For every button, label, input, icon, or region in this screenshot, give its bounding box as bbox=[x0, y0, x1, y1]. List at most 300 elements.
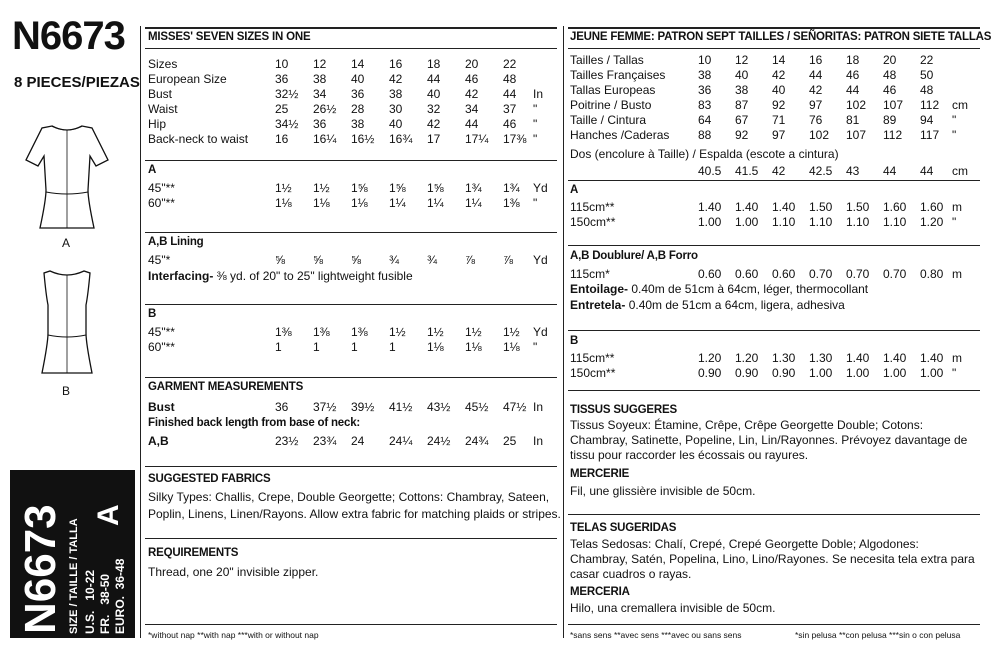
size-box-label: SIZE / TAILLE / TALLA bbox=[68, 518, 80, 634]
value-cell: 38 bbox=[698, 67, 712, 82]
value-cell: 43½ bbox=[427, 399, 451, 414]
table-row bbox=[570, 199, 972, 214]
row-label: Back-neck to waist bbox=[148, 131, 249, 146]
value-cell: 44 bbox=[465, 116, 479, 131]
value-cell: 1 bbox=[351, 339, 358, 354]
row-label: A,B bbox=[148, 433, 169, 448]
value-cell: 42 bbox=[772, 67, 786, 82]
en-garment-title: GARMENT MEASUREMENTS bbox=[148, 381, 304, 393]
unit-cell: " bbox=[952, 112, 957, 127]
row-label: 45"* bbox=[148, 252, 171, 267]
value-cell: 16¼ bbox=[313, 131, 337, 146]
value-cell: 46 bbox=[883, 82, 897, 97]
value-cell: 97 bbox=[809, 97, 823, 112]
value-cell: 1⅛ bbox=[351, 195, 368, 210]
value-cell: 44 bbox=[846, 82, 860, 97]
value-cell: 28 bbox=[351, 101, 365, 116]
value-cell: 42 bbox=[772, 163, 786, 178]
value-cell: 40 bbox=[427, 86, 441, 101]
unit-cell: In bbox=[533, 433, 544, 448]
value-cell: 1½ bbox=[313, 180, 330, 195]
value-cell: 92 bbox=[772, 97, 786, 112]
value-cell: 1.00 bbox=[735, 214, 759, 229]
unit-cell: " bbox=[533, 131, 538, 146]
table-row bbox=[570, 52, 972, 67]
value-cell: 1 bbox=[389, 339, 396, 354]
value-cell: 39½ bbox=[351, 399, 375, 414]
value-cell: 1.10 bbox=[772, 214, 796, 229]
fr-b-table bbox=[570, 350, 972, 380]
value-cell: 117 bbox=[920, 127, 940, 142]
en-ab-table bbox=[148, 433, 553, 448]
table-row bbox=[148, 101, 553, 116]
value-cell: 25 bbox=[275, 101, 289, 116]
row-label: European Size bbox=[148, 71, 227, 86]
row-label: Hanches /Caderas bbox=[570, 127, 670, 142]
value-cell: 23¾ bbox=[313, 433, 337, 448]
value-cell: ⅝ bbox=[313, 252, 324, 267]
value-cell: 17⅜ bbox=[503, 131, 527, 146]
value-cell: 0.60 bbox=[772, 266, 796, 281]
table-row bbox=[148, 180, 553, 195]
value-cell: 46 bbox=[846, 67, 860, 82]
value-cell: 18 bbox=[846, 52, 860, 67]
value-cell: 1.00 bbox=[920, 365, 944, 380]
en-req-title: REQUIREMENTS bbox=[148, 547, 239, 559]
value-cell: 34 bbox=[313, 86, 327, 101]
value-cell: 1.40 bbox=[920, 350, 944, 365]
value-cell: 0.60 bbox=[735, 266, 759, 281]
value-cell: 20 bbox=[465, 56, 479, 71]
value-cell: 17¼ bbox=[465, 131, 489, 146]
value-cell: 24½ bbox=[427, 433, 451, 448]
value-cell: 1⅜ bbox=[313, 324, 330, 339]
value-cell: 18 bbox=[427, 56, 441, 71]
value-cell: 30 bbox=[389, 101, 403, 116]
row-label: 60"** bbox=[148, 339, 175, 354]
table-row bbox=[148, 433, 553, 448]
value-cell: 112 bbox=[920, 97, 940, 112]
table-row bbox=[148, 56, 553, 71]
row-label: Bust bbox=[148, 86, 173, 101]
size-box-euro: EURO. 36-48 bbox=[113, 558, 127, 634]
fr-a-table bbox=[570, 199, 972, 229]
view-a-illustration bbox=[22, 120, 112, 235]
en-lining-table bbox=[148, 252, 553, 267]
value-cell: 10 bbox=[698, 52, 712, 67]
unit-cell: In bbox=[533, 399, 544, 414]
value-cell: 0.90 bbox=[735, 365, 759, 380]
value-cell: 40.5 bbox=[698, 163, 722, 178]
unit-cell: Yd bbox=[533, 252, 548, 267]
value-cell: 112 bbox=[883, 127, 903, 142]
value-cell: 92 bbox=[735, 127, 749, 142]
fr-dos-label: Dos (encolure à Taille) / Espalda (escote a cintura) bbox=[570, 147, 839, 161]
value-cell: 36 bbox=[313, 116, 327, 131]
fr-footnote: *sans sens **avec sens ***avec ou sans sens bbox=[570, 630, 742, 640]
table-row bbox=[570, 127, 972, 142]
value-cell: 44 bbox=[427, 71, 441, 86]
value-cell: 16 bbox=[389, 56, 403, 71]
value-cell: 16 bbox=[809, 52, 823, 67]
size-box-code: N6673 bbox=[16, 504, 65, 634]
value-cell: 1.50 bbox=[809, 199, 833, 214]
value-cell: 102 bbox=[809, 127, 830, 142]
value-cell: 1.20 bbox=[735, 350, 759, 365]
value-cell: 1¼ bbox=[389, 195, 406, 210]
value-cell: 38 bbox=[735, 82, 749, 97]
view-b-illustration bbox=[26, 265, 108, 380]
value-cell: 1.00 bbox=[809, 365, 833, 380]
unit-cell bbox=[952, 52, 972, 67]
row-label: Sizes bbox=[148, 56, 178, 71]
value-cell: 42 bbox=[389, 71, 403, 86]
value-cell: 88 bbox=[698, 127, 712, 142]
table-row bbox=[570, 266, 972, 281]
value-cell: ⅝ bbox=[275, 252, 286, 267]
table-row bbox=[148, 252, 553, 267]
value-cell: 34 bbox=[465, 101, 479, 116]
value-cell: 23½ bbox=[275, 433, 299, 448]
value-cell: 22 bbox=[503, 56, 517, 71]
en-b-title: B bbox=[148, 308, 157, 320]
value-cell: 1.40 bbox=[698, 199, 722, 214]
value-cell: 1.00 bbox=[883, 365, 907, 380]
row-label: Bust bbox=[148, 399, 175, 414]
unit-cell bbox=[533, 71, 553, 86]
en-lining-title: A,B Lining bbox=[148, 236, 204, 248]
value-cell: 47½ bbox=[503, 399, 527, 414]
row-label: 45"** bbox=[148, 180, 175, 195]
unit-cell: Yd bbox=[533, 324, 548, 339]
table-row bbox=[148, 86, 553, 101]
en-title: MISSES' SEVEN SIZES IN ONE bbox=[148, 31, 311, 43]
unit-cell: Yd bbox=[533, 180, 548, 195]
value-cell: 45½ bbox=[465, 399, 489, 414]
value-cell: 1⅜ bbox=[351, 324, 368, 339]
value-cell: 44 bbox=[809, 67, 823, 82]
value-cell: 32½ bbox=[275, 86, 299, 101]
row-label: Tallas Europeas bbox=[570, 82, 656, 97]
row-label: Tailles / Tallas bbox=[570, 52, 644, 67]
value-cell: 38 bbox=[351, 116, 365, 131]
en-size-table bbox=[148, 56, 553, 146]
en-a-table bbox=[148, 180, 553, 210]
row-label: 45"** bbox=[148, 324, 175, 339]
value-cell: 1⅛ bbox=[275, 195, 292, 210]
value-cell: 0.90 bbox=[698, 365, 722, 380]
value-cell: 1⅝ bbox=[427, 180, 444, 195]
unit-cell: " bbox=[533, 101, 538, 116]
value-cell: 1½ bbox=[465, 324, 482, 339]
fr-b-title: B bbox=[570, 335, 579, 347]
value-cell: 1.40 bbox=[735, 199, 759, 214]
table-row bbox=[570, 163, 972, 178]
value-cell: 0.70 bbox=[883, 266, 907, 281]
value-cell: ⅞ bbox=[503, 252, 514, 267]
value-cell: 12 bbox=[313, 56, 327, 71]
value-cell: ⅝ bbox=[351, 252, 362, 267]
table-row bbox=[148, 116, 553, 131]
unit-cell: " bbox=[533, 116, 538, 131]
value-cell: 1.10 bbox=[883, 214, 907, 229]
value-cell: 81 bbox=[846, 112, 860, 127]
unit-cell: " bbox=[952, 214, 957, 229]
value-cell: 44 bbox=[920, 163, 934, 178]
value-cell: 42 bbox=[809, 82, 823, 97]
value-cell: 43 bbox=[846, 163, 860, 178]
value-cell: 44 bbox=[503, 86, 517, 101]
value-cell: 1½ bbox=[503, 324, 520, 339]
size-box-view: A bbox=[92, 504, 125, 526]
value-cell: 42 bbox=[427, 116, 441, 131]
value-cell: 1½ bbox=[389, 324, 406, 339]
value-cell: 40 bbox=[772, 82, 786, 97]
en-footnote: *without nap **with nap ***with or without nap bbox=[148, 630, 319, 640]
fr-a-title: A bbox=[570, 184, 579, 196]
value-cell: ¾ bbox=[389, 252, 400, 267]
row-label: 60"** bbox=[148, 195, 175, 210]
fr-mercerie-title: MERCERIE bbox=[570, 468, 630, 480]
size-box bbox=[10, 470, 135, 638]
unit-cell: m bbox=[952, 266, 962, 281]
value-cell: 1 bbox=[313, 339, 320, 354]
size-box-us: U.S. 10-22 bbox=[83, 569, 97, 634]
row-label: Hip bbox=[148, 116, 167, 131]
fr-tissus-title: TISSUS SUGGERES bbox=[570, 404, 677, 416]
value-cell: 0.90 bbox=[772, 365, 796, 380]
table-row bbox=[570, 350, 972, 365]
table-row bbox=[570, 112, 972, 127]
table-row bbox=[148, 195, 553, 210]
value-cell: 1¾ bbox=[465, 180, 482, 195]
value-cell: ⅞ bbox=[465, 252, 476, 267]
en-a-title: A bbox=[148, 164, 157, 176]
unit-cell: " bbox=[533, 339, 538, 354]
value-cell: 16¾ bbox=[389, 131, 413, 146]
unit-cell: " bbox=[952, 365, 957, 380]
value-cell: 36 bbox=[698, 82, 712, 97]
value-cell: 41½ bbox=[389, 399, 413, 414]
value-cell: 89 bbox=[883, 112, 897, 127]
value-cell: 34½ bbox=[275, 116, 299, 131]
table-row bbox=[148, 131, 553, 146]
value-cell: 44 bbox=[883, 163, 897, 178]
unit-cell: " bbox=[952, 127, 957, 142]
value-cell: 48 bbox=[920, 82, 934, 97]
fr-telas-title: TELAS SUGERIDAS bbox=[570, 522, 677, 534]
value-cell: 1⅝ bbox=[389, 180, 406, 195]
value-cell: 1⅛ bbox=[427, 339, 444, 354]
table-row bbox=[570, 97, 972, 112]
value-cell: 64 bbox=[698, 112, 712, 127]
value-cell: 1.50 bbox=[846, 199, 870, 214]
value-cell: 1.20 bbox=[920, 214, 944, 229]
unit-cell bbox=[533, 56, 553, 71]
value-cell: 24 bbox=[351, 433, 365, 448]
fr-lining-title: A,B Doublure/ A,B Forro bbox=[570, 250, 698, 262]
value-cell: 24¼ bbox=[389, 433, 413, 448]
table-row bbox=[148, 324, 553, 339]
value-cell: 1⅛ bbox=[503, 339, 520, 354]
value-cell: 40 bbox=[351, 71, 365, 86]
value-cell: ¾ bbox=[427, 252, 438, 267]
en-fabrics-title: SUGGESTED FABRICS bbox=[148, 473, 271, 485]
value-cell: 1.60 bbox=[883, 199, 907, 214]
fr-merceria-title: MERCERIA bbox=[570, 586, 630, 598]
value-cell: 1¼ bbox=[427, 195, 444, 210]
en-interfacing: Interfacing- ⅜ yd. of 20" to 25" lightweight fusible bbox=[148, 269, 413, 283]
value-cell: 1.10 bbox=[809, 214, 833, 229]
pattern-code: N6673 bbox=[12, 14, 125, 58]
pieces-count: 8 PIECES/PIEZAS bbox=[14, 74, 140, 91]
view-a-label: A bbox=[62, 236, 71, 250]
unit-cell: In bbox=[533, 86, 544, 101]
row-label: Waist bbox=[148, 101, 178, 116]
value-cell: 1⅝ bbox=[351, 180, 368, 195]
unit-cell bbox=[952, 82, 972, 97]
value-cell: 1.20 bbox=[698, 350, 722, 365]
fr-lining-table bbox=[570, 266, 972, 281]
table-row bbox=[148, 399, 553, 414]
en-bust-table bbox=[148, 399, 553, 414]
fr-entretela: Entretela- 0.40m de 51cm a 64cm, ligera, adhesiva bbox=[570, 298, 845, 312]
value-cell: 22 bbox=[920, 52, 934, 67]
fr-merceria-text: Hilo, una cremallera invisible de 50cm. bbox=[570, 601, 776, 615]
row-label: Taille / Cintura bbox=[570, 112, 647, 127]
value-cell: 32 bbox=[427, 101, 441, 116]
value-cell: 87 bbox=[735, 97, 749, 112]
fr-entoilage: Entoilage- 0.40m de 51cm à 64cm, léger, thermocollant bbox=[570, 282, 869, 296]
value-cell: 0.60 bbox=[698, 266, 722, 281]
value-cell: 0.70 bbox=[846, 266, 870, 281]
value-cell: 1.40 bbox=[772, 199, 796, 214]
value-cell: 107 bbox=[883, 97, 904, 112]
unit-cell: m bbox=[952, 350, 962, 365]
value-cell: 42.5 bbox=[809, 163, 833, 178]
row-label: 115cm** bbox=[570, 350, 615, 365]
unit-cell: cm bbox=[952, 97, 968, 112]
value-cell: 1.30 bbox=[772, 350, 796, 365]
fr-title: JEUNE FEMME: PATRON SEPT TAILLES / SEÑORITAS: PATRON SIETE TALLAS bbox=[570, 31, 992, 43]
row-label: 115cm** bbox=[570, 199, 615, 214]
table-row bbox=[148, 71, 553, 86]
value-cell: 36 bbox=[275, 71, 289, 86]
value-cell: 12 bbox=[735, 52, 749, 67]
value-cell: 50 bbox=[920, 67, 934, 82]
value-cell: 40 bbox=[735, 67, 749, 82]
value-cell: 1.40 bbox=[846, 350, 870, 365]
value-cell: 42 bbox=[465, 86, 479, 101]
value-cell: 36 bbox=[275, 399, 289, 414]
value-cell: 1¼ bbox=[465, 195, 482, 210]
value-cell: 24¾ bbox=[465, 433, 489, 448]
value-cell: 10 bbox=[275, 56, 289, 71]
value-cell: 1.60 bbox=[920, 199, 944, 214]
value-cell: 25 bbox=[503, 433, 517, 448]
value-cell: 1⅛ bbox=[313, 195, 330, 210]
value-cell: 20 bbox=[883, 52, 897, 67]
value-cell: 37½ bbox=[313, 399, 337, 414]
row-label: 150cm** bbox=[570, 214, 616, 229]
fr-size-table bbox=[570, 52, 972, 142]
en-req-text: Thread, one 20" invisible zipper. bbox=[148, 565, 319, 579]
value-cell: 17 bbox=[427, 131, 441, 146]
value-cell: 1.30 bbox=[809, 350, 833, 365]
unit-cell: " bbox=[533, 195, 538, 210]
value-cell: 46 bbox=[465, 71, 479, 86]
value-cell: 46 bbox=[503, 116, 517, 131]
unit-cell bbox=[952, 67, 972, 82]
view-b-label: B bbox=[62, 384, 71, 398]
value-cell: 1.40 bbox=[883, 350, 907, 365]
en-b-table bbox=[148, 324, 553, 354]
value-cell: 38 bbox=[313, 71, 327, 86]
value-cell: 1½ bbox=[427, 324, 444, 339]
row-label: 115cm* bbox=[570, 266, 610, 281]
value-cell: 1.00 bbox=[698, 214, 722, 229]
es-footnote: *sin pelusa **con pelusa ***sin o con pelusa bbox=[795, 630, 961, 640]
table-row bbox=[570, 67, 972, 82]
table-row bbox=[570, 365, 972, 380]
value-cell: 16½ bbox=[351, 131, 375, 146]
value-cell: 1⅛ bbox=[465, 339, 482, 354]
value-cell: 37 bbox=[503, 101, 517, 116]
table-row bbox=[570, 82, 972, 97]
table-row bbox=[148, 339, 553, 354]
fr-mercerie-text: Fil, une glissière invisible de 50cm. bbox=[570, 484, 756, 498]
value-cell: 1 bbox=[275, 339, 282, 354]
value-cell: 48 bbox=[503, 71, 517, 86]
value-cell: 71 bbox=[772, 112, 786, 127]
value-cell: 67 bbox=[735, 112, 749, 127]
value-cell: 41.5 bbox=[735, 163, 759, 178]
row-label: Poitrine / Busto bbox=[570, 97, 652, 112]
value-cell: 0.70 bbox=[809, 266, 833, 281]
fr-tissus-text: Tissus Soyeux: Étamine, Crêpe, Crêpe Georgette Double; Cotons: Chambray, Satinette, Popeline, Lin, Lin/Rayonnes. Prévoyez davantage de tissu pour raccorder les écossais ou rayures. bbox=[570, 418, 968, 462]
unit-cell: cm bbox=[952, 163, 968, 178]
value-cell: 107 bbox=[846, 127, 867, 142]
row-label: 150cm** bbox=[570, 365, 616, 380]
value-cell: 1⅜ bbox=[503, 195, 520, 210]
value-cell: 14 bbox=[351, 56, 365, 71]
row-label bbox=[570, 163, 698, 178]
value-cell: 83 bbox=[698, 97, 712, 112]
value-cell: 1¾ bbox=[503, 180, 520, 195]
value-cell: 97 bbox=[772, 127, 786, 142]
value-cell: 36 bbox=[351, 86, 365, 101]
value-cell: 0.80 bbox=[920, 266, 944, 281]
value-cell: 76 bbox=[809, 112, 823, 127]
unit-cell: m bbox=[952, 199, 962, 214]
table-row bbox=[570, 214, 972, 229]
size-box-fr: FR. 38-50 bbox=[98, 573, 112, 634]
value-cell: 16 bbox=[275, 131, 289, 146]
fr-dos-table bbox=[570, 163, 972, 178]
value-cell: 40 bbox=[389, 116, 403, 131]
value-cell: 26½ bbox=[313, 101, 337, 116]
value-cell: 14 bbox=[772, 52, 786, 67]
value-cell: 1.10 bbox=[846, 214, 870, 229]
value-cell: 1⅜ bbox=[275, 324, 292, 339]
value-cell: 1½ bbox=[275, 180, 292, 195]
value-cell: 94 bbox=[920, 112, 934, 127]
row-label: Tailles Françaises bbox=[570, 67, 666, 82]
value-cell: 1.00 bbox=[846, 365, 870, 380]
en-finished-title: Finished back length from base of neck: bbox=[148, 417, 361, 429]
value-cell: 48 bbox=[883, 67, 897, 82]
value-cell: 102 bbox=[846, 97, 867, 112]
